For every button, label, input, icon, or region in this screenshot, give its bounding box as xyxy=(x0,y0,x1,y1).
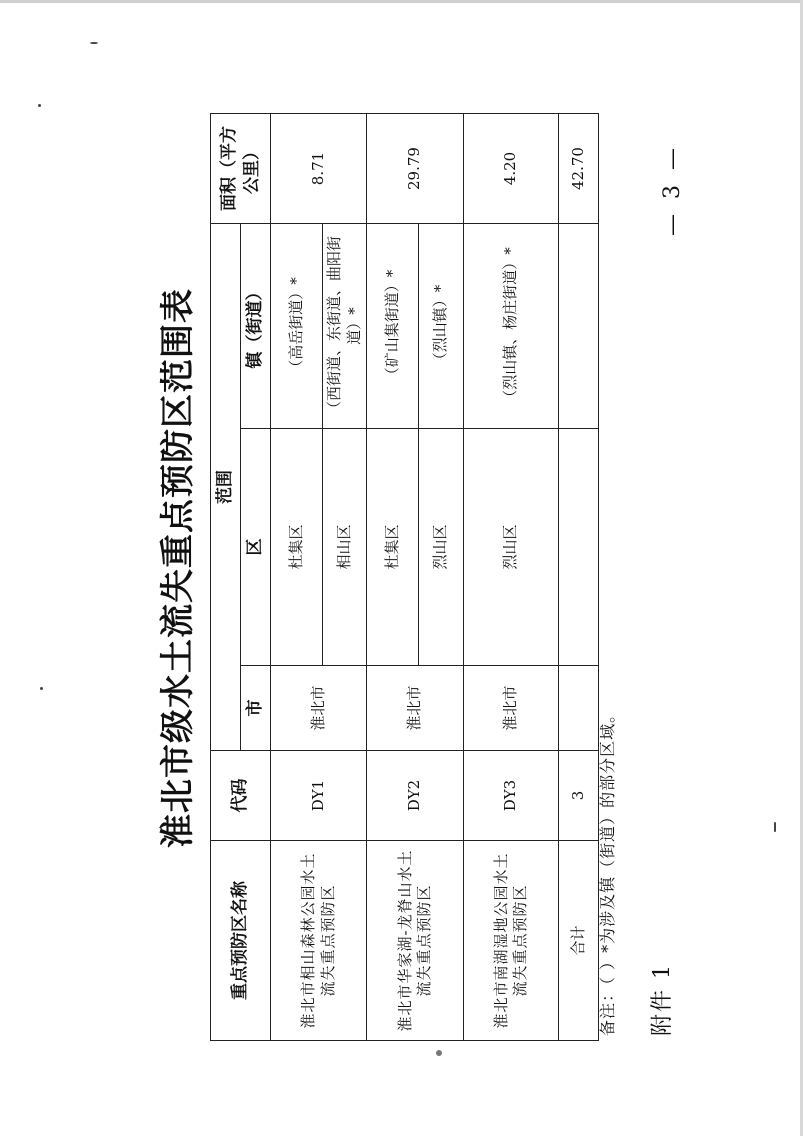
zone-name: 淮北市南湖湿地公园水土流失重点预防区 xyxy=(464,841,559,1041)
footnote: 备注：（ ）*为涉及镇（街道）的部分区域。 xyxy=(598,705,617,1036)
total-count: 3 xyxy=(559,751,599,841)
zone-district: 烈山区 xyxy=(464,429,559,666)
zone-name: 淮北市相山森林公园水土流失重点预防区 xyxy=(271,841,367,1041)
zone-code: DY3 xyxy=(464,751,559,841)
zone-area: 4.20 xyxy=(464,114,559,224)
header-name: 重点预防区名称 xyxy=(211,841,271,1041)
total-empty xyxy=(559,666,599,751)
zone-city: 淮北市 xyxy=(464,666,559,751)
zone-town: （西街道、东街道、曲阳街道）* xyxy=(323,224,367,429)
header-city: 市 xyxy=(241,666,271,751)
attachment-label: 附件 1 xyxy=(650,963,675,1036)
zone-town: （烈山镇）* xyxy=(419,224,464,429)
zone-city: 淮北市 xyxy=(271,666,367,751)
zone-area: 8.71 xyxy=(271,114,367,224)
header-town: 镇（街道） xyxy=(241,224,271,429)
total-label: 合计 xyxy=(559,841,599,1041)
page-number: — 3 — xyxy=(660,144,685,236)
zone-city: 淮北市 xyxy=(367,666,464,751)
zone-code: DY1 xyxy=(271,751,367,841)
zone-district: 烈山区 xyxy=(419,429,464,666)
zone-town: （高岳街道）* xyxy=(271,224,323,429)
zone-code: DY2 xyxy=(367,751,464,841)
header-code: 代码 xyxy=(211,751,271,841)
header-range: 范围 xyxy=(211,224,241,751)
zone-district: 杜集区 xyxy=(271,429,323,666)
header-area: 面积（平方公里） xyxy=(211,114,271,224)
zone-town: （矿山集街道）* xyxy=(367,224,419,429)
zone-district: 杜集区 xyxy=(367,429,419,666)
total-area: 42.70 xyxy=(559,114,599,224)
range-table xyxy=(210,113,599,1041)
zone-town: （烈山镇、杨庄街道）* xyxy=(464,224,559,429)
header-district: 区 xyxy=(241,429,271,666)
zone-name: 淮北市华家湖-龙脊山水土流失重点预防区 xyxy=(367,841,464,1041)
zone-area: 29.79 xyxy=(367,114,464,224)
total-empty xyxy=(559,429,599,666)
total-empty xyxy=(559,224,599,429)
zone-district: 相山区 xyxy=(323,429,367,666)
page-title: 淮北市级水土流失重点预防区范围表 xyxy=(158,288,198,848)
